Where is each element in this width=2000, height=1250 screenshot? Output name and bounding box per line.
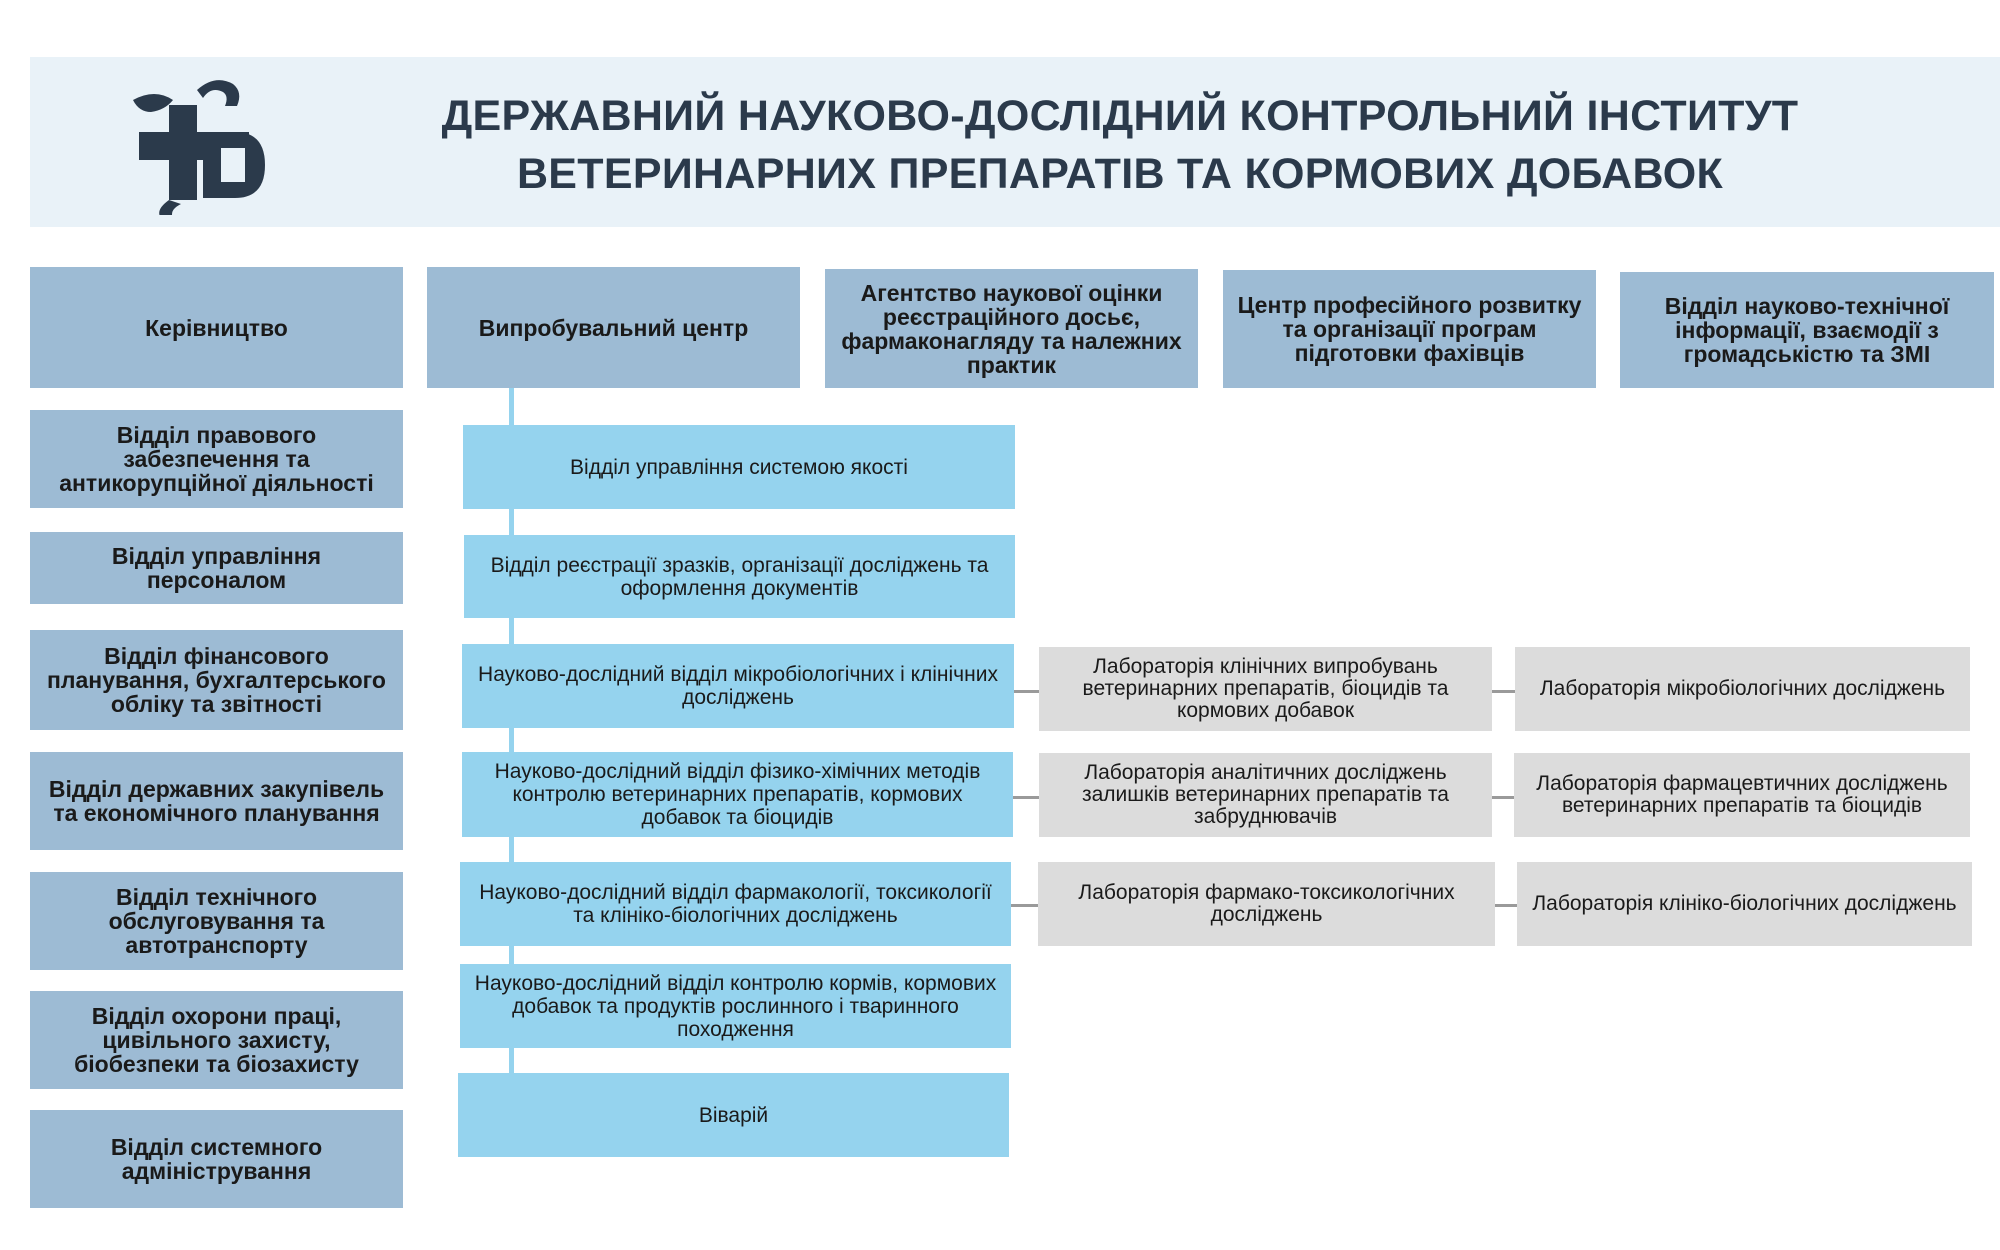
lab-clinical-biology: Лабораторія клініко-біологічних досліджень: [1517, 862, 1972, 946]
lab-pharmaco-toxicology: Лабораторія фармако-токсикологічних досліджень: [1038, 862, 1495, 946]
management-dept-procurement: Відділ державних закупівель та економічного планування: [30, 752, 403, 850]
management-dept-personnel: Відділ управління персоналом: [30, 532, 403, 604]
top-unit-testing-center: Випробувальний центр: [427, 267, 800, 388]
management-dept-finance: Відділ фінансового планування, бухгалтерського обліку та звітності: [30, 630, 403, 730]
management-dept-legal: Відділ правового забезпечення та антикорупційної діяльності: [30, 410, 403, 508]
connector-lab3-lab4: [1492, 796, 1514, 799]
connector-lab1-lab2: [1492, 690, 1515, 693]
institute-logo-icon: [125, 70, 275, 215]
management-dept-maintenance: Відділ технічного обслуговування та автотранспорту: [30, 872, 403, 970]
top-unit-info-department: Відділ науково-технічної інформації, взаємодії з громадськістю та ЗМІ: [1620, 272, 1994, 388]
title-line-1: ДЕРЖАВНИЙ НАУКОВО-ДОСЛІДНИЙ КОНТРОЛЬНИЙ ІНСТИТУТ: [441, 92, 1799, 140]
testing-dept-microbiology: Науково-дослідний відділ мікробіологічних і клінічних досліджень: [462, 644, 1014, 728]
lab-clinical-trials: Лабораторія клінічних випробувань ветеринарних препаратів, біоцидів та кормових добавок: [1039, 647, 1492, 731]
connector-physchem-lab3: [1013, 796, 1039, 799]
management-dept-safety: Відділ охорони праці, цивільного захисту, біобезпеки та біозахисту: [30, 991, 403, 1089]
header-banner: [30, 57, 2000, 227]
testing-dept-registration: Відділ реєстрації зразків, організації досліджень та оформлення документів: [464, 535, 1015, 618]
connector-microbiology-lab1: [1014, 690, 1039, 693]
top-unit-management: Керівництво: [30, 267, 403, 388]
connector-lab5-lab6: [1495, 904, 1517, 907]
page-title: [370, 87, 1870, 203]
lab-microbiology: Лабораторія мікробіологічних досліджень: [1515, 647, 1970, 731]
top-unit-professional-development: Центр професійного розвитку та організації програм підготовки фахівців: [1223, 270, 1596, 388]
management-dept-sysadmin: Відділ системного адміністрування: [30, 1110, 403, 1208]
top-unit-assessment-agency: Агентство наукової оцінки реєстраційного досьє, фармаконагляду та належних практик: [825, 269, 1198, 388]
lab-pharmaceutical: Лабораторія фармацевтичних досліджень ветеринарних препаратів та біоцидів: [1514, 753, 1970, 837]
testing-dept-pharmacology: Науково-дослідний відділ фармакології, токсикології та клініко-біологічних досліджень: [460, 862, 1011, 946]
connector-pharmacology-lab5: [1011, 904, 1038, 907]
testing-dept-feed-control: Науково-дослідний відділ контролю кормів, кормових добавок та продуктів рослинного і тваринного походження: [460, 964, 1011, 1048]
lab-residue-analysis: Лабораторія аналітичних досліджень залишків ветеринарних препаратів та забруднювачів: [1039, 753, 1492, 837]
title-line-2: ВЕТЕРИНАРНИХ ПРЕПАРАТІВ ТА КОРМОВИХ ДОБАВОК: [516, 150, 1724, 198]
testing-dept-quality: Відділ управління системою якості: [463, 425, 1015, 509]
testing-dept-vivarium: Віварій: [458, 1073, 1009, 1157]
testing-dept-physchem: Науково-дослідний відділ фізико-хімічних методів контролю ветеринарних препаратів, кормових добавок та біоцидів: [462, 752, 1013, 837]
